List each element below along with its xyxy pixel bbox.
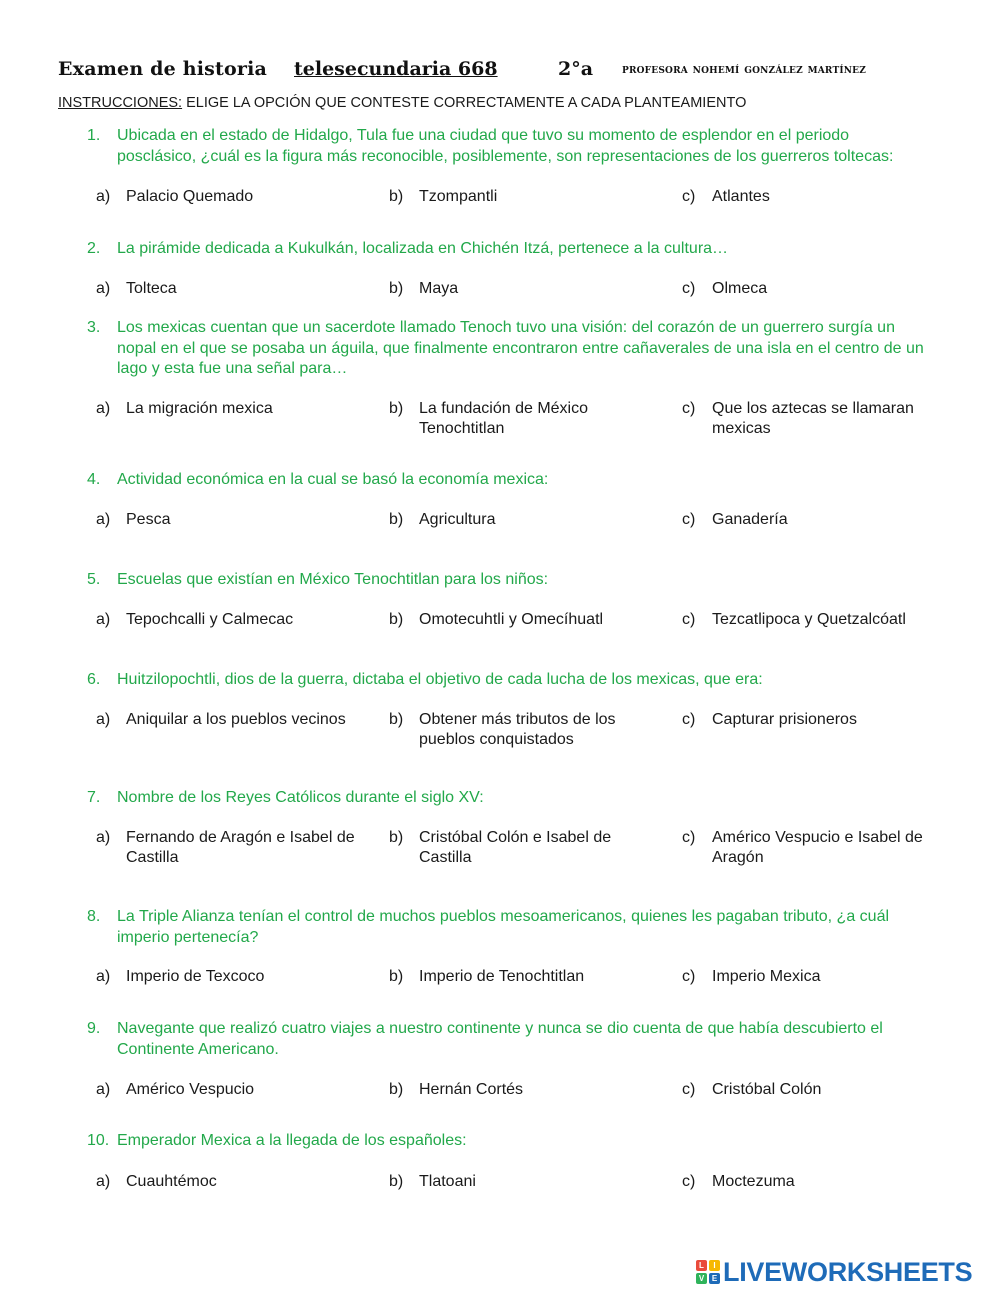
option-b[interactable] [389,967,654,987]
option-text: Américo Vespucio [126,1081,255,1098]
option-c[interactable] [682,710,947,730]
option-letter: b) [389,711,404,728]
option-letter: b) [389,1081,404,1098]
option-text: Que los aztecas se llamaran mexicas [712,400,914,437]
option-text: Maya [419,280,459,297]
option-text: Cuauhtémoc [126,1173,217,1190]
option-b[interactable] [389,279,654,299]
option-letter: c) [682,968,696,985]
option-letter: a) [96,968,111,985]
liveworksheets-logo[interactable] [696,1257,972,1287]
option-a[interactable] [96,967,361,987]
option-b[interactable] [389,1172,654,1192]
option-text: Obtener más tributos de los pueblos conquistados [419,711,616,748]
option-text: Imperio de Tenochtitlan [419,968,585,985]
question-3 [87,318,932,380]
exam-header [58,58,940,84]
question-text: Los mexicas cuentan que un sacerdote llamado Tenoch tuvo una visión: del corazón de un guerrero surgía un nopal en el que se posaba un águila, que finalmente encontraron entre cañaverales de una isla en el centro de un lago y esta fue una señal para… [117,319,924,377]
question-text: La pirámide dedicada a Kukulkán, localizada en Chichén Itzá, pertenece a la cultura… [117,240,729,257]
option-c[interactable] [682,279,947,299]
option-text: Tepochcalli y Calmecac [126,611,294,628]
option-letter: a) [96,400,111,417]
option-text: Aniquilar a los pueblos vecinos [126,711,346,728]
logo-block-v: V [696,1273,707,1284]
option-text: Imperio Mexica [712,968,821,985]
instructions [58,95,746,111]
question-text: Ubicada en el estado de Hidalgo, Tula fue una ciudad que tuvo su momento de esplendor en el periodo posclásico, ¿cuál es la figura más reconocible, posiblemente, son representaciones de los guerreros toltecas: [117,127,894,165]
option-letter: a) [96,1081,111,1098]
option-text: Tzompantli [419,188,498,205]
question-2 [87,239,932,260]
question-number: 9. [87,1020,101,1037]
option-c[interactable] [682,1172,947,1192]
option-b[interactable] [389,610,654,630]
question-number: 7. [87,789,101,806]
option-text: Tolteca [126,280,177,297]
option-letter: a) [96,280,111,297]
option-text: Pesca [126,511,171,528]
option-c[interactable] [682,399,947,438]
question-number: 4. [87,471,101,488]
question-text: Emperador Mexica a la llegada de los españoles: [117,1132,467,1149]
question-4 [87,470,932,491]
option-a[interactable] [96,1172,361,1192]
option-a[interactable] [96,610,361,630]
option-text: Palacio Quemado [126,188,254,205]
option-text: Américo Vespucio e Isabel de Aragón [712,829,923,866]
option-a[interactable] [96,710,361,730]
instructions-label: INSTRUCCIONES: [58,95,183,111]
option-text: Atlantes [712,188,770,205]
option-text: Cristóbal Colón [712,1081,822,1098]
option-a[interactable] [96,1080,361,1100]
option-b[interactable] [389,510,654,530]
option-text: Tezcatlipoca y Quetzalcóatl [712,611,906,628]
question-10 [87,1131,932,1152]
question-text: Escuelas que existían en México Tenochtitlan para los niños: [117,571,549,588]
option-letter: b) [389,400,404,417]
option-letter: c) [682,1173,696,1190]
logo-text: LIVEWORKSHEETS [723,1256,973,1287]
option-letter: b) [389,1173,404,1190]
question-9 [87,1019,932,1060]
option-text: La fundación de México Tenochtitlan [419,400,588,437]
option-letter: b) [389,968,404,985]
school-name: telesecundaria 668 [294,58,498,80]
option-text: Cristóbal Colón e Isabel de Castilla [419,829,612,866]
option-letter: a) [96,188,111,205]
option-letter: c) [682,829,696,846]
question-number: 2. [87,240,101,257]
question-text: La Triple Alianza tenían el control de muchos pueblos mesoamericanos, quienes les pagaban tributo, ¿a cuál imperio pertenecía? [117,908,890,946]
question-number: 1. [87,127,101,144]
option-text: Moctezuma [712,1173,795,1190]
option-text: Capturar prisioneros [712,711,857,728]
question-text: Nombre de los Reyes Católicos durante el siglo XV: [117,789,484,806]
option-b[interactable] [389,1080,654,1100]
option-letter: b) [389,829,404,846]
option-text: Agricultura [419,511,496,528]
question-text: Actividad económica en la cual se basó la economía mexica: [117,471,549,488]
exam-title: Examen de historia [58,58,268,80]
option-text: La migración mexica [126,400,273,417]
logo-block-l: L [696,1260,707,1271]
logo-block-i: I [709,1260,720,1271]
option-c[interactable] [682,187,947,207]
option-letter: c) [682,280,696,297]
option-text: Omotecuhtli y Omecíhuatl [419,611,604,628]
question-number: 3. [87,319,101,336]
question-1 [87,126,932,167]
question-number: 6. [87,671,101,688]
option-text: Ganadería [712,511,788,528]
option-a[interactable] [96,187,361,207]
option-b[interactable] [389,828,654,867]
option-c[interactable] [682,510,947,530]
option-letter: c) [682,511,696,528]
question-text: Huitzilopochtli, dios de la guerra, dictaba el objetivo de cada lucha de los mexicas, que era: [117,671,763,688]
question-text: Navegante que realizó cuatro viajes a nuestro continente y nunca se dio cuenta de que había descubierto el Continente Americano. [117,1020,883,1058]
option-a[interactable] [96,399,361,419]
teacher-name: profesora nohemí gonzález martínez [622,62,867,77]
option-letter: c) [682,611,696,628]
option-letter: b) [389,280,404,297]
option-letter: b) [389,611,404,628]
option-text: Fernando de Aragón e Isabel de Castilla [126,829,355,866]
question-number: 10. [87,1132,110,1149]
option-c[interactable] [682,967,947,987]
option-c[interactable] [682,610,947,630]
option-letter: b) [389,511,404,528]
option-letter: a) [96,711,111,728]
question-8 [87,907,932,948]
option-letter: c) [682,711,696,728]
option-a[interactable] [96,279,361,299]
question-6 [87,670,932,691]
option-letter: b) [389,188,404,205]
question-7 [87,788,932,809]
option-letter: a) [96,511,111,528]
logo-block-e: E [709,1273,720,1284]
option-text: Imperio de Texcoco [126,968,265,985]
option-letter: c) [682,1081,696,1098]
question-number: 8. [87,908,101,925]
option-b[interactable] [389,710,654,749]
option-text: Hernán Cortés [419,1081,524,1098]
logo-icon [696,1260,720,1284]
option-letter: a) [96,611,111,628]
option-text: Tlatoani [419,1173,476,1190]
option-letter: c) [682,188,696,205]
option-c[interactable] [682,1080,947,1100]
instructions-text: ELIGE LA OPCIÓN QUE CONTESTE CORRECTAMENTE A CADA PLANTEAMIENTO [182,95,747,111]
option-a[interactable] [96,828,361,867]
option-letter: a) [96,1173,111,1190]
option-b[interactable] [389,399,654,438]
option-b[interactable] [389,187,654,207]
option-letter: c) [682,400,696,417]
option-text: Olmeca [712,280,768,297]
grade-label: 2°a [558,58,594,80]
question-number: 5. [87,571,101,588]
option-c[interactable] [682,828,947,867]
question-5 [87,570,932,591]
option-letter: a) [96,829,111,846]
option-a[interactable] [96,510,361,530]
